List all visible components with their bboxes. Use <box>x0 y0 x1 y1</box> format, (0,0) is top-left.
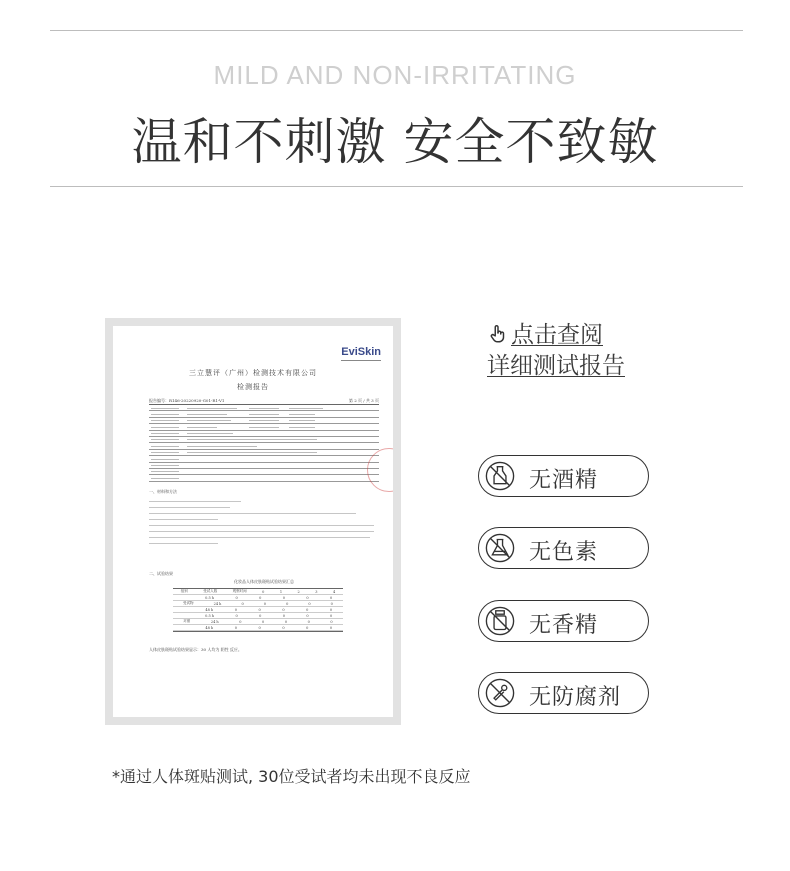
no-pigment-icon <box>483 531 517 565</box>
table-row: 受试物 24 h 0 0 0 0 0 <box>173 601 343 607</box>
report-org-name: 三立慧评（广州）检测技术有限公司 <box>189 369 317 377</box>
test-report-thumbnail[interactable] <box>105 318 401 725</box>
report-table-title: 化妆品人体皮肤斑贴试验结果汇总 <box>234 579 294 584</box>
patch-test-footnote: *通过人体斑贴测试, 30位受试者均未出现不良反应 <box>112 767 471 786</box>
top-divider <box>50 30 743 31</box>
report-title: 检测报告 <box>237 383 269 391</box>
eviskin-logo: EviSkin <box>341 346 381 358</box>
feature-label: 无色素 <box>529 540 599 565</box>
feature-no-preservative <box>478 672 649 714</box>
link-line-1[interactable]: 点击查阅 <box>511 322 603 348</box>
page-title: 温和不刺激 安全不致敏 <box>131 113 659 171</box>
report-section-results: 二、试验结果 <box>149 571 173 576</box>
link-line-2[interactable]: 详细测试报告 <box>487 353 625 379</box>
no-alcohol-icon <box>483 459 517 493</box>
table-row: 组别 受试人数 观察时间 0 1 2 3 4 <box>173 589 343 595</box>
feature-label: 无酒精 <box>529 468 599 493</box>
report-body-text <box>149 496 379 549</box>
feature-label: 无香精 <box>529 613 599 638</box>
pointing-hand-icon <box>487 323 509 345</box>
table-row: 对照 24 h 0 0 0 0 0 <box>173 619 343 625</box>
table-row: 0.5 h 0 0 0 0 0 <box>173 595 343 601</box>
no-fragrance-icon <box>483 604 517 638</box>
report-number: 报告编号：R146-20220920-G01-R1-V1 <box>149 398 225 403</box>
no-preservative-icon <box>483 676 517 710</box>
view-report-link[interactable] <box>487 320 625 382</box>
table-row: 48 h 0 0 0 0 0 <box>173 625 343 631</box>
table-row: 48 h 0 0 0 0 0 <box>173 607 343 613</box>
report-page <box>113 326 393 717</box>
feature-no-fragrance <box>478 600 649 642</box>
report-page-info: 第 2 页 / 共 3 页 <box>348 398 379 403</box>
feature-label: 无防腐剂 <box>529 685 622 710</box>
title-divider <box>50 186 743 187</box>
feature-no-alcohol <box>478 455 649 497</box>
report-conclusion: 人体皮肤斑贴试验结果显示：30 人均为 阴性 反应。 <box>149 647 242 652</box>
report-results-table <box>173 588 343 632</box>
table-row: 0.5 h 0 0 0 0 0 <box>173 613 343 619</box>
english-subtitle: MILD AND NON-IRRITATING <box>213 60 577 90</box>
feature-no-pigment <box>478 527 649 569</box>
report-info-table <box>149 404 379 482</box>
report-section-materials: 一、材料和方法 <box>149 489 177 494</box>
logo-underline <box>341 360 381 361</box>
